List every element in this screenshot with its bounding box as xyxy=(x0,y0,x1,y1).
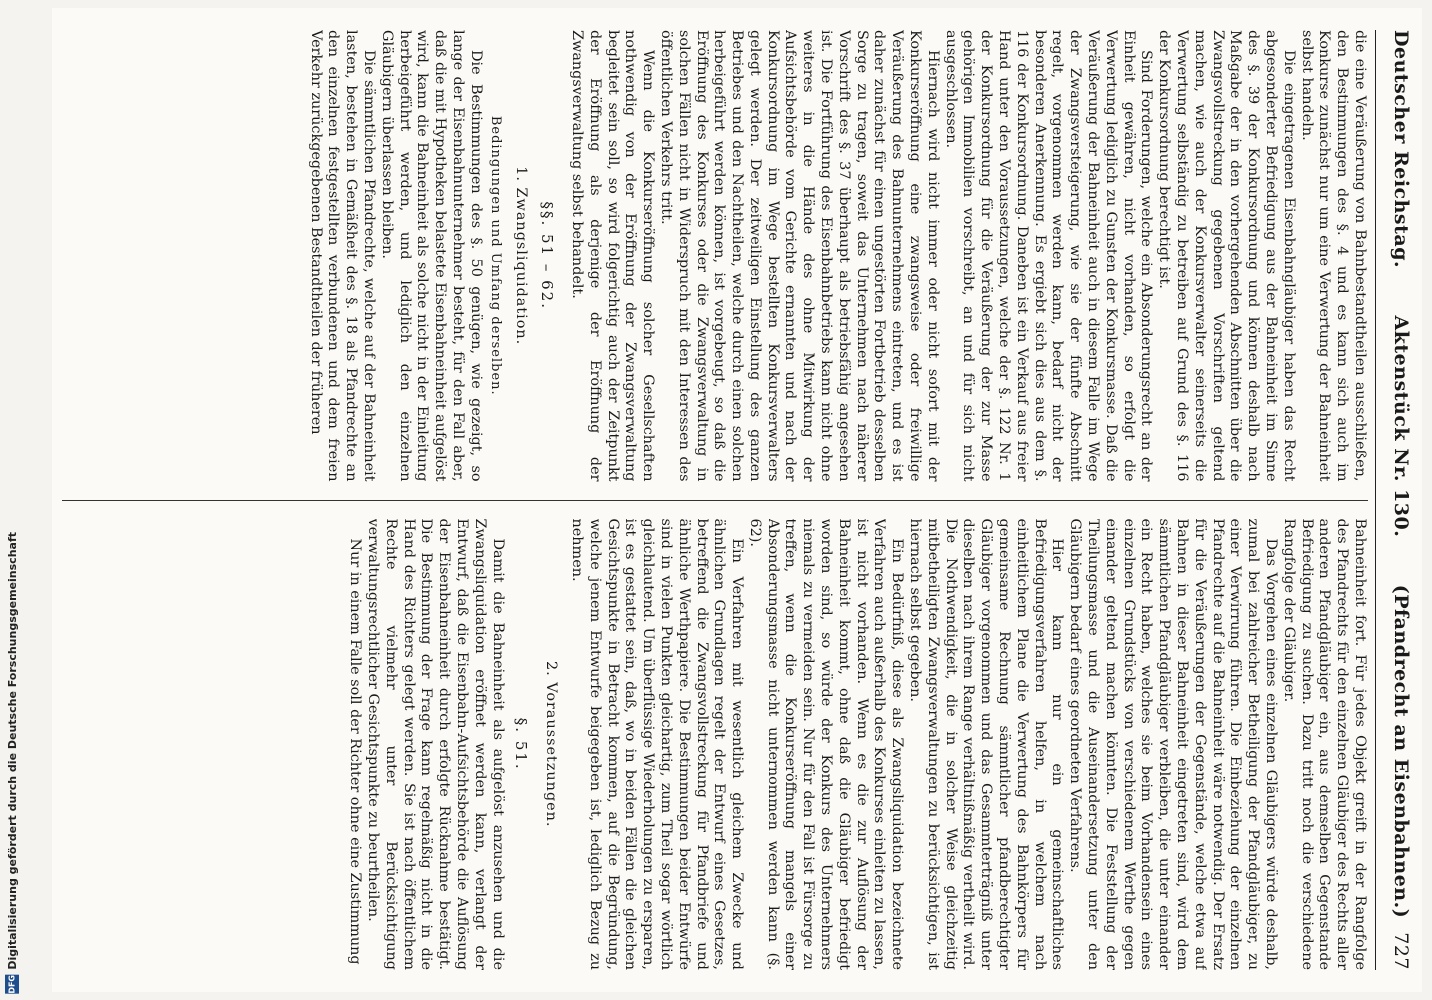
paragraph: Die eingetragenen Eisenbahngläubiger haben das Recht abgesonderter Befriedigung aus der Bahneinheit im Sinne des §. 39 der Konkursordnung und können deshalb nach Maßgabe der in den vorhergehenden Abschnitten über die Zwangsvollstreckung gegebenen Vorschriften geltend machen, wie auch der Konkursverwalter seinerseits die Verwertung selbständig zu betreiben auf Grund des §. 116 der Konkursordnung berechtigt ist. xyxy=(1156,30,1297,482)
paragraph: Sind Forderungen, welche ein Absonderungsrecht an der Einheit gewähren, nicht vorhanden, so erfolgt die Verwertung lediglich zu Gunsten der Konkursmasse. Daß die Veräußerung der Bahneinheit auch in diesem Falle im Wege der Zwangsversteigerung, wie sie der fünfte Abschnitt regelt, vorgenommen werden kann, bedarf nicht der besonderen Anerkennung. Es ergiebt sich dies aus dem §. 116 der Konkursordnung. Daneben ist ein Verkauf aus freier Hand unter den Voraussetzungen, welche der §. 122 Nr. 1 der Konkursordnung für die Veräußerung der zur Masse gehörigen Immobilien vorschreibt, an und für sich nicht ausgeschlossen. xyxy=(942,30,1155,482)
column-left xyxy=(62,30,1368,482)
section-heading: §§. 51 – 62. xyxy=(538,201,557,310)
paragraph: Das Vorgehen eines einzelnen Gläubigers würde deshalb, zumal bei zahlreicher Betheiligung der Pfandgläubiger, zu einer Verwirrung führen. Die Einbeziehung der einzelnen Pfandrechte auf die Bahneinheit wäre notwendig. Der Ersatz für die Veräußerungen der Gegenstände, welche etwa auf Bahnen in dieser Bahneinheit eingetreten sind, wird dem sämmtlichen Pfandgläubiger verbleiben, die unter einander ein Recht haben, welches sie beim Vorhandensein eines einzelnen Grundstücks von verschiedenem Werthe gegen einander geltend machen könnten. Die Feststellung der Theilungsmasse und die Auseinandersetzung unter den Gläubigern bedarf eines geordneten Verfahrens. xyxy=(1067,518,1280,970)
paragraph: die eine Veräußerung von Bahnbestandtheilen ausschließen, den Bestimmungen des §. 4 und es kann sich auch im Konkurse zunächst nur um eine Verwertung der Bahneinheit selbst handeln. xyxy=(1298,30,1368,482)
header-rule xyxy=(1375,30,1376,970)
header-center: Aktenstück Nr. 130. xyxy=(1390,315,1412,538)
paragraph: Ein Verfahren mit wesentlich gleichem Zwecke und ähnlichen Grundlagen regelt der Entwurf eines Gesetzes, betreffend die Zwangsvollstreckung für Pfandbriefe und ähnliche Werthpapiere. Die Bestimmungen beider Entwürfe sind in vielen Punkten gleichartig, zum Theil sogar wörtlich gleichlautend. Um überflüssige Wiederholungen zu ersparen, ist es gestattet sein, daß, wo in beiden Fällen die gleichen Gesichtspunkte in Betracht kommen, auf die Begründung, welche jenem Entwurfe beigegeben ist, lediglich Bezug zu nehmen. xyxy=(568,518,746,970)
subheading: 1. Zwangsliquidation. xyxy=(513,166,530,346)
subsubheading: Bedingungen und Umfang derselben. xyxy=(487,115,503,396)
paragraph: Die Bestimmungen des §. 50 genügen, wie gezeigt, so lange der Eisenbahnunternehmer besteht, für den Fall aber, daß die mit Hypotheken belastete Eisenbahneinheit aufgelöst wird, kann die Bahneinheit als solche nicht in der Einleitung herbeigeführt werden, und lediglich den einzelnen Gläubigern überlassen bleiben. xyxy=(378,30,484,482)
text-columns xyxy=(62,30,1368,970)
rotated-page-content xyxy=(52,8,1422,992)
header-right: (Pfandrecht an Eisenbahnen.) xyxy=(1390,584,1412,919)
paragraph: Hier kann nur ein gemeinschaftliches Befriedigungsverfahren helfen, in welchem nach einheitlichem Plane die Verwertung des Bahnkörpers für gemeinsame Rechnung sämmtlicher pfandberechtigter Gläubiger vorgenommen und das Gesammterträgniß unter dieselben nach ihrem Range verhältnißmäßig vertheilt wird. Die Nothwendigkeit, die in solcher Weise gleichzeitig mitbetheiligten Zwangsverwaltungen zu berücksichtigen, ist hiernach selbst gegeben. xyxy=(907,518,1066,970)
paragraph: Ein Bedürfniß, diese als Zwangsliquidation bezeichnete Verfahren auch außerhalb des Konkurses einleiten zu lassen, ist nicht vorhanden. Wenn es die zur Auflösung der Bahneinheit kommt, ohne daß die Gläubiger befriedigt worden sind, so würde der Konkurs des Unternehmers niemals zu vermeiden sein. Nur für den Fall ist Fürsorge zu treffen, wenn die Konkurseröffnung mangels einer Absonderungsmasse nicht unternommen werden kann (§. 62). xyxy=(746,518,906,970)
section-heading: §. 51. xyxy=(512,717,531,771)
digitization-note-text: Digitalisierung gefördert durch die Deutsche Forschungsgemeinschaft xyxy=(5,531,19,970)
digitization-note xyxy=(3,531,21,994)
scanned-page xyxy=(52,8,1422,992)
page-header xyxy=(1378,30,1412,970)
paragraph: Die sämmtlichen Pfandrechte, welche auf der Bahneinheit lasten, bestehen in Gemäßheit des §. 18 als Pfandrechte an den einzelnen festgestellten verbundenen und dem freien Verkehr zurückgegebenen Bestandtheilen der früheren xyxy=(307,30,377,482)
paragraph: Wenn die Konkurseröffnung solcher Gesellschaften nothwendig von der Eröffnung der Zwangsverwaltung begleitet sein soll, so wird folgerichtig auch der Zeitpunkt der Eröffnung als derjenige der Eröffnung der Zwangsverwaltung selbst behandelt. xyxy=(568,30,657,482)
page-number: 727 xyxy=(1390,932,1412,970)
paragraph: Bahneinheit fort. Für jedes Objekt greift in der Rangfolge des Pfandrechts für den einzelnen Gläubiger des Rechts aller anderen Pfandgläubiger ein, aus demselben Gegenstande Befriedigung zu suchen. Dazu tritt noch die verschiedene Rangfolge der Gläubiger. xyxy=(1280,518,1368,970)
dfg-logo: DFG xyxy=(5,975,19,994)
paragraph: Damit die Bahneinheit als aufgelöst anzusehen und die Zwangsliquidation eröffnet werden kann, verlangt der Entwurf, daß die Eisenbahn-Aufsichtsbehörde die Auflösung der Eisenbahneinheit durch erfolgte Rücknahme bestätigt. Die Bestimmung der Frage kann regelmäßig nicht in die Hand des Richters gelegt werden. Sie ist nach öffentlichem Rechte vielmehr unter Berücksichtigung verwaltungsrechtlicher Gesichtspunkte zu beurtheilen. xyxy=(364,518,506,970)
column-right xyxy=(62,519,1368,971)
paragraph: Hiernach wird nicht immer oder nicht sofort mit der Konkurseröffnung eine zwangsweise oder freiwillige Veräußerung des Bahnunternehmens eintreten, und es ist daher zunächst für einen ungestörten Fortbetrieb desselben Sorge zu tragen, soweit das Unternehmen nach näherer Vorschrift des §. 37 überhaupt als betriebsfähig angesehen ist. Die Fortführung des Eisenbahnbetriebs kann nicht ohne weiteres in die Hände des ohne Mitwirkung der Aufsichtsbehörde vom Gerichte ernannten und nach der Konkursordnung im Wege bestellten Konkursverwalters gelegt werden. Der zeitweiligen Einstellung des ganzen Betriebes und den Nachtheilen, welche durch einen solchen herbeigeführt werden können, ist vorgebeugt, so daß die Eröffnung des Konkurses oder die Zwangsverwaltung in solchen Fällen nicht in Widerspruch mit den Interessen des öffentlichen Verkehrs tritt. xyxy=(657,30,941,482)
header-left: Deutscher Reichstag. xyxy=(1390,30,1412,269)
paragraph: Nur in einem Falle soll der Richter ohne eine Zustimmung xyxy=(347,538,364,965)
column-divider xyxy=(62,500,1368,501)
subheading: 2. Voraussetzungen. xyxy=(543,660,560,828)
